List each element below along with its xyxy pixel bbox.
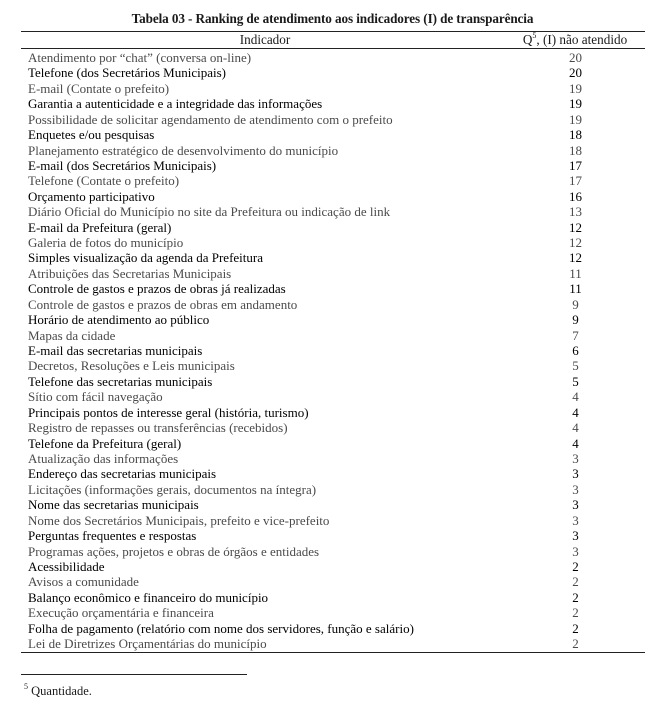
indicator-cell: Balanço econômico e financeiro do município xyxy=(28,589,269,605)
table-row xyxy=(28,143,640,158)
indicator-cell: Controle de gastos e prazos de obras em andamento xyxy=(28,296,298,312)
table-row xyxy=(28,250,640,265)
count-cell: 12 xyxy=(569,235,582,251)
table-row xyxy=(28,451,640,466)
indicator-cell: Garantia a autenticidade e a integridade das informações xyxy=(28,96,323,112)
indicator-cell: Atendimento por “chat” (conversa on-line) xyxy=(28,50,252,65)
count-cell: 19 xyxy=(569,96,582,112)
indicator-cell: E-mail (dos Secretários Municipais) xyxy=(28,157,217,173)
indicator-cell: Acessibilidade xyxy=(28,558,105,574)
count-cell: 18 xyxy=(569,127,582,143)
indicator-cell: Horário de atendimento ao público xyxy=(28,312,210,328)
indicator-cell: Nome das secretarias municipais xyxy=(28,497,199,513)
count-cell: 6 xyxy=(572,343,579,359)
indicator-cell: Atualização das informações xyxy=(28,450,179,466)
indicator-cell: Diário Oficial do Município no site da Prefeitura ou indicação de link xyxy=(28,204,391,220)
count-cell: 12 xyxy=(569,250,582,266)
table-row xyxy=(28,328,640,343)
count-cell: 5 xyxy=(572,373,579,389)
indicator-cell: Decretos, Resoluções e Leis municipais xyxy=(28,358,235,374)
count-cell: 2 xyxy=(572,574,579,590)
table-row xyxy=(28,312,640,327)
table-row xyxy=(28,158,640,173)
table-row xyxy=(28,173,640,188)
footnote-text: Quantidade. xyxy=(28,684,92,699)
column-header-indicator: Indicador xyxy=(239,32,291,47)
indicator-cell: Orçamento participativo xyxy=(28,188,155,204)
header-qty-suffix: , (I) não atendido xyxy=(536,32,628,47)
indicator-cell: Atribuições das Secretarias Municipais xyxy=(28,265,232,281)
indicator-cell: Simples visualização da agenda da Prefeitura xyxy=(28,250,263,266)
count-cell: 3 xyxy=(572,497,579,513)
count-cell: 2 xyxy=(572,589,579,605)
table-bottom-rule xyxy=(21,652,645,653)
table-header-rule xyxy=(21,48,645,49)
indicator-cell: Programas ações, projetos e obras de órgãos e entidades xyxy=(28,543,320,559)
header-qty-prefix: Q xyxy=(522,32,533,47)
indicator-cell: Telefone (dos Secretários Municipais) xyxy=(28,65,226,81)
count-cell: 2 xyxy=(572,605,579,621)
count-cell: 20 xyxy=(569,65,582,81)
count-cell: 3 xyxy=(572,466,579,482)
count-cell: 12 xyxy=(569,219,582,235)
table-row xyxy=(28,281,640,296)
table-row xyxy=(28,605,640,620)
table-row xyxy=(28,389,640,404)
table-row xyxy=(28,358,640,373)
count-cell: 3 xyxy=(572,512,579,528)
column-header-quantity xyxy=(505,32,645,48)
indicator-cell: Mapas da cidade xyxy=(28,327,116,343)
table-row xyxy=(28,528,640,543)
table-row xyxy=(28,96,640,111)
count-cell: 11 xyxy=(569,265,582,281)
table-row xyxy=(28,50,640,65)
footnote-separator xyxy=(21,674,247,675)
indicator-cell: Possibilidade de solicitar agendamento de atendimento com o prefeito xyxy=(28,111,393,127)
indicator-cell: Principais pontos de interesse geral (história, turismo) xyxy=(28,404,309,420)
count-cell: 4 xyxy=(572,389,579,405)
indicator-cell: Planejamento estratégico de desenvolvimento do município xyxy=(28,142,339,158)
table-row xyxy=(28,497,640,512)
count-cell: 3 xyxy=(572,450,579,466)
indicator-cell: E-mail (Contate o prefeito) xyxy=(28,80,170,96)
table-row xyxy=(28,235,640,250)
indicator-cell: Telefone das secretarias municipais xyxy=(28,373,213,389)
indicator-cell: Registro de repasses ou transferências (recebidos) xyxy=(28,420,288,436)
table-body xyxy=(28,50,640,651)
table-row xyxy=(28,513,640,528)
table-row xyxy=(28,266,640,281)
indicator-cell: Execução orçamentária e financeira xyxy=(28,605,214,621)
count-cell: 9 xyxy=(572,296,579,312)
count-cell: 5 xyxy=(572,358,579,374)
table-row xyxy=(28,127,640,142)
count-cell: 17 xyxy=(569,157,582,173)
table-row xyxy=(28,590,640,605)
table-row xyxy=(28,559,640,574)
table-row xyxy=(28,65,640,80)
table-row xyxy=(28,420,640,435)
count-cell: 17 xyxy=(569,173,582,189)
footnote-marker: 5 xyxy=(24,682,28,691)
footnote xyxy=(24,683,92,699)
indicator-cell: Folha de pagamento (relatório com nome dos servidores, função e salário) xyxy=(28,620,414,636)
table-row xyxy=(28,204,640,219)
indicator-cell: Controle de gastos e prazos de obras já realizadas xyxy=(28,281,286,297)
indicator-cell: Avisos a comunidade xyxy=(28,574,139,590)
indicator-cell: Sítio com fácil navegação xyxy=(28,389,163,405)
indicator-cell: Perguntas frequentes e respostas xyxy=(28,528,197,544)
table-row xyxy=(28,297,640,312)
count-cell: 4 xyxy=(572,435,579,451)
count-cell: 18 xyxy=(569,142,582,158)
count-cell: 2 xyxy=(572,620,579,636)
table-row xyxy=(28,374,640,389)
indicator-cell: E-mail das secretarias municipais xyxy=(28,343,203,359)
count-cell: 9 xyxy=(572,312,579,328)
indicator-cell: Lei de Diretrizes Orçamentárias do município xyxy=(28,636,267,652)
count-cell: 3 xyxy=(572,528,579,544)
indicator-cell: Endereço das secretarias municipais xyxy=(28,466,217,482)
indicator-cell: Telefone (Contate o prefeito) xyxy=(28,173,180,189)
table-row xyxy=(28,81,640,96)
table-row xyxy=(28,436,640,451)
count-cell: 16 xyxy=(569,188,582,204)
indicator-cell: Enquetes e/ou pesquisas xyxy=(28,127,155,143)
indicator-cell: E-mail da Prefeitura (geral) xyxy=(28,219,172,235)
header-qty-footnote-ref: 5 xyxy=(532,30,537,40)
table-row xyxy=(28,544,640,559)
table-row xyxy=(28,405,640,420)
count-cell: 7 xyxy=(572,327,579,343)
indicator-cell: Telefone da Prefeitura (geral) xyxy=(28,435,182,451)
table-row xyxy=(28,621,640,636)
count-cell: 13 xyxy=(569,204,582,220)
count-cell: 4 xyxy=(572,404,579,420)
indicator-cell: Licitações (informações gerais, documentos na íntegra) xyxy=(28,481,317,497)
table-row xyxy=(28,189,640,204)
count-cell: 2 xyxy=(572,558,579,574)
count-cell: 19 xyxy=(569,111,582,127)
count-cell: 20 xyxy=(569,50,582,65)
count-cell: 3 xyxy=(572,481,579,497)
indicator-cell: Nome dos Secretários Municipais, prefeito e vice-prefeito xyxy=(28,512,330,528)
table-row xyxy=(28,466,640,481)
count-cell: 4 xyxy=(572,420,579,436)
count-cell: 19 xyxy=(569,80,582,96)
count-cell: 2 xyxy=(572,636,579,652)
count-cell: 3 xyxy=(572,543,579,559)
table-row xyxy=(28,112,640,127)
indicator-cell: Galeria de fotos do município xyxy=(28,235,184,251)
table-row xyxy=(28,482,640,497)
table-row xyxy=(28,220,640,235)
table-row xyxy=(28,636,640,651)
count-cell: 11 xyxy=(569,281,582,297)
table-caption: Tabela 03 - Ranking de atendimento aos indicadores (I) de transparência xyxy=(131,11,534,26)
table-row xyxy=(28,343,640,358)
table-row xyxy=(28,574,640,589)
